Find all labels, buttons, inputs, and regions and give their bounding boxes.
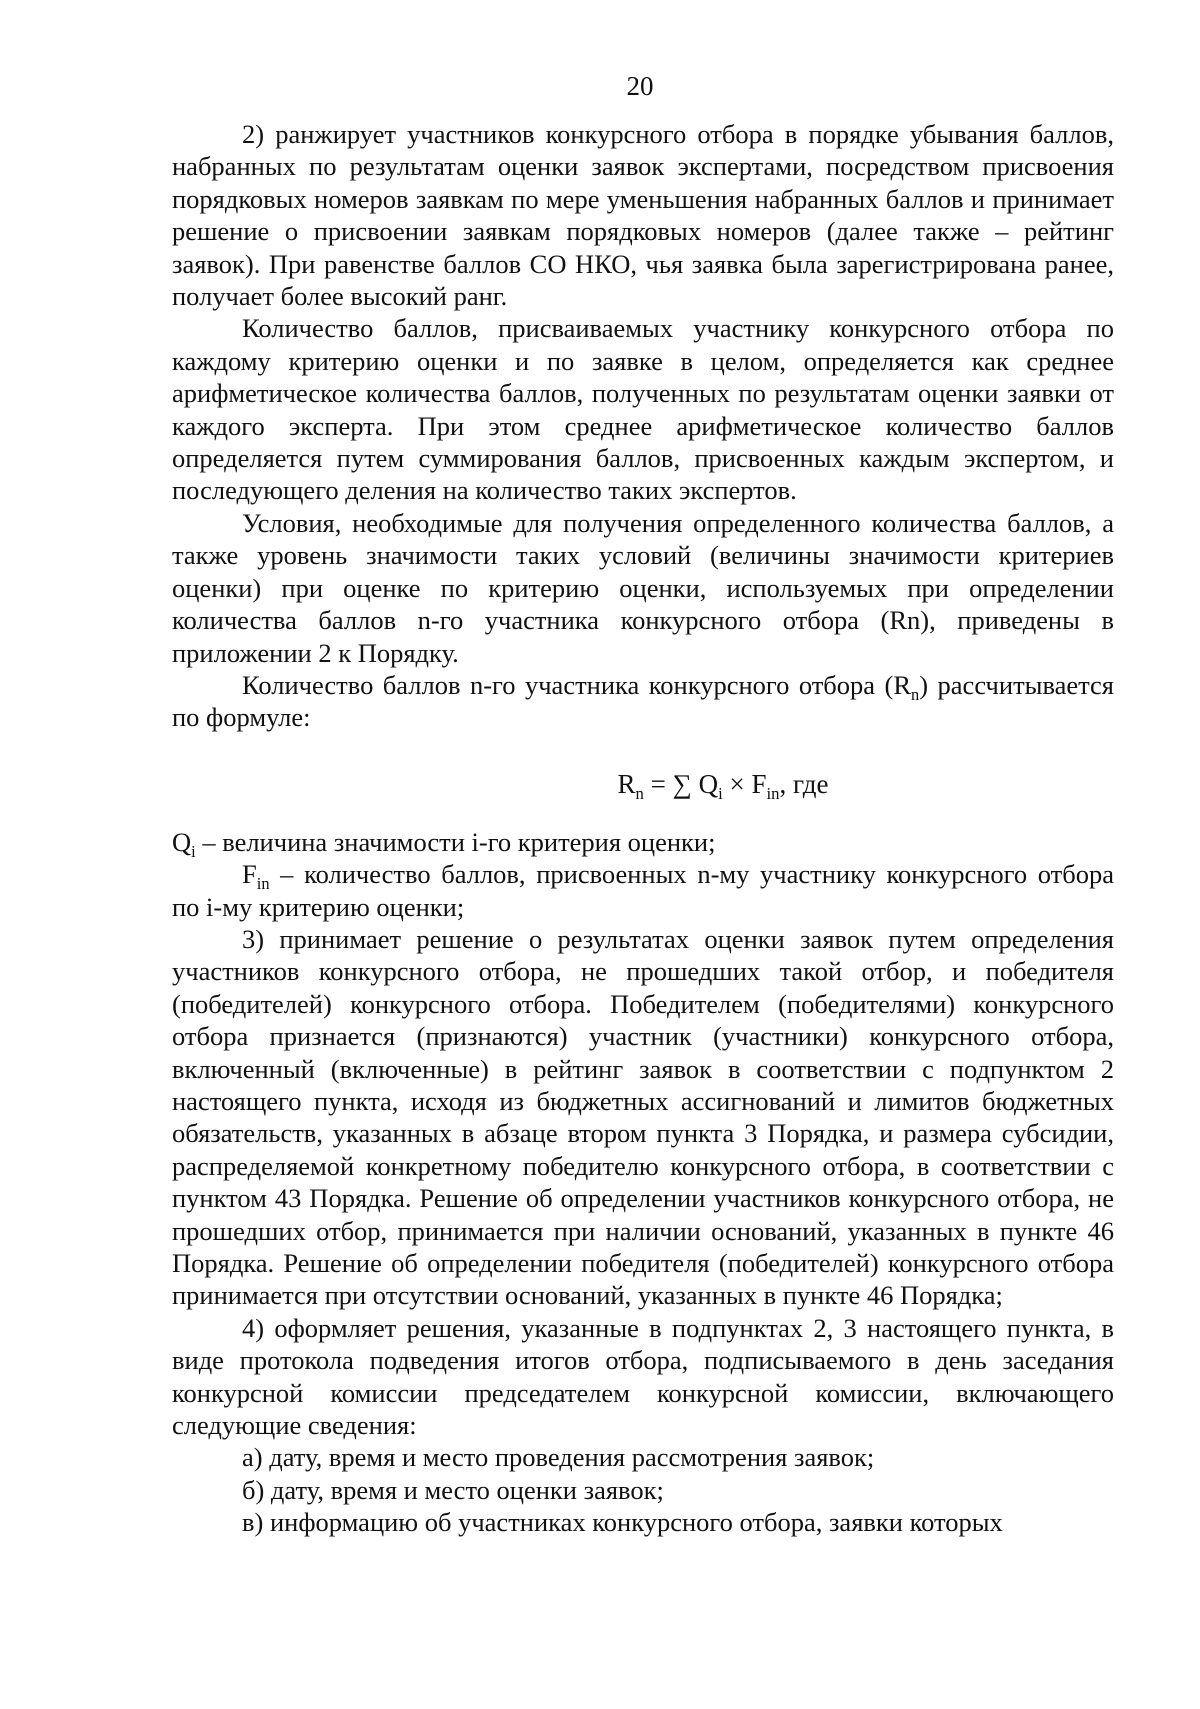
paragraph-formula-intro <box>172 669 1114 734</box>
definition-q-subscript: i <box>191 841 196 861</box>
formula-q-subscript: i <box>718 783 723 803</box>
list-item-v: в) информацию об участниках конкурсного отбора, заявки которых <box>242 1507 1003 1538</box>
formula-intro-tail: ) рассчитывается по формуле: <box>172 669 1114 733</box>
paragraph-conditions: Условия, необходимые для получения определенного количества баллов, а также уровень значимости таких условий (величины значимости критериев оценки) при оценке по критерию оценки, используемых при определении количества баллов n-го участника конкурсного отбора (Rn), приведены в приложении 2 к Порядку. <box>172 507 1114 668</box>
definition-f-text: – количество баллов, присвоенных n-му участнику конкурсного отбора по i-му критерию оценки; <box>172 859 1114 922</box>
document-body <box>172 118 1114 1539</box>
formula-f-subscript: in <box>766 783 780 803</box>
formula-intro-text: Количество баллов n-го участника конкурсного отбора (R <box>242 669 912 700</box>
formula-r: R <box>617 768 636 799</box>
definition-f-subscript: in <box>256 873 270 893</box>
formula-r-subscript: n <box>635 783 644 803</box>
paragraph-results-decision: 3) принимает решение о результатах оценки заявок путем определения участников конкурсного отбора, не прошедших такой отбор, и победителя (победителей) конкурсного отбора. Победителем (победителями) конкурсного отбора признается (признаются) участник (участники) конкурсного отбора, включенный (включенные) в рейтинг заявок в соответствии с подпунктом 2 настоящего пункта, исходя из бюджетных ассигнований и лимитов бюджетных обязательств, указанных в абзаце втором пункта 3 Порядка, и размера субсидии, распределяемой конкретному победителю конкурсного отбора, в соответствии с пунктом 43 Порядка. Решение об определении участников конкурсного отбора, не прошедших отбор, принимается при наличии оснований, указанных в пункте 46 Порядка. Решение об определении победителя (победителей) конкурсного отбора принимается при отсутствии оснований, указанных в пункте 46 Порядка; <box>172 923 1114 1311</box>
list-item-b: б) дату, время и место оценки заявок; <box>242 1474 664 1505</box>
formula-intro-subscript: n <box>911 684 920 704</box>
formula-times-f: × F <box>722 768 767 799</box>
definition-f-symbol: F <box>242 859 257 890</box>
definition-q <box>172 826 1114 861</box>
formula <box>172 764 1114 804</box>
list-item-a: а) дату, время и место проведения рассмотрения заявок; <box>242 1442 875 1473</box>
definition-f <box>172 858 1114 923</box>
formula-sum-q: = ∑ Q <box>643 768 719 799</box>
paragraph-points-average: Количество баллов, присваиваемых участнику конкурсного отбора по каждому критерию оценки и по заявке в целом, определяется как среднее арифметическое количества баллов, полученных по результатам оценки заявки от каждого эксперта. При этом среднее арифметическое количество баллов определяется путем суммирования баллов, присвоенных каждым экспертом, и последующего деления на количество таких экспертов. <box>172 313 1114 506</box>
page-number: 20 <box>626 71 654 101</box>
paragraph-ranking: 2) ранжирует участников конкурсного отбора в порядке убывания баллов, набранных по результатам оценки заявок экспертами, посредством присвоения порядковых номеров заявкам по мере уменьшения набранных баллов и принимает решение о присвоении заявкам порядковых номеров (далее также – рейтинг заявок). При равенстве баллов СО НКО, чья заявка была зарегистрирована ранее, получает более высокий ранг. <box>172 119 1114 312</box>
paragraph-protocol: 4) оформляет решения, указанные в подпунктах 2, 3 настоящего пункта, в виде протокола подведения итогов отбора, подписываемого в день заседания конкурсной комиссии председателем конкурсной комиссии, включающего следующие сведения: <box>172 1312 1114 1441</box>
formula-tail: , где <box>779 768 829 799</box>
definition-q-text: – величина значимости i-го критерия оценки; <box>195 826 716 857</box>
definition-q-symbol: Q <box>172 826 192 857</box>
